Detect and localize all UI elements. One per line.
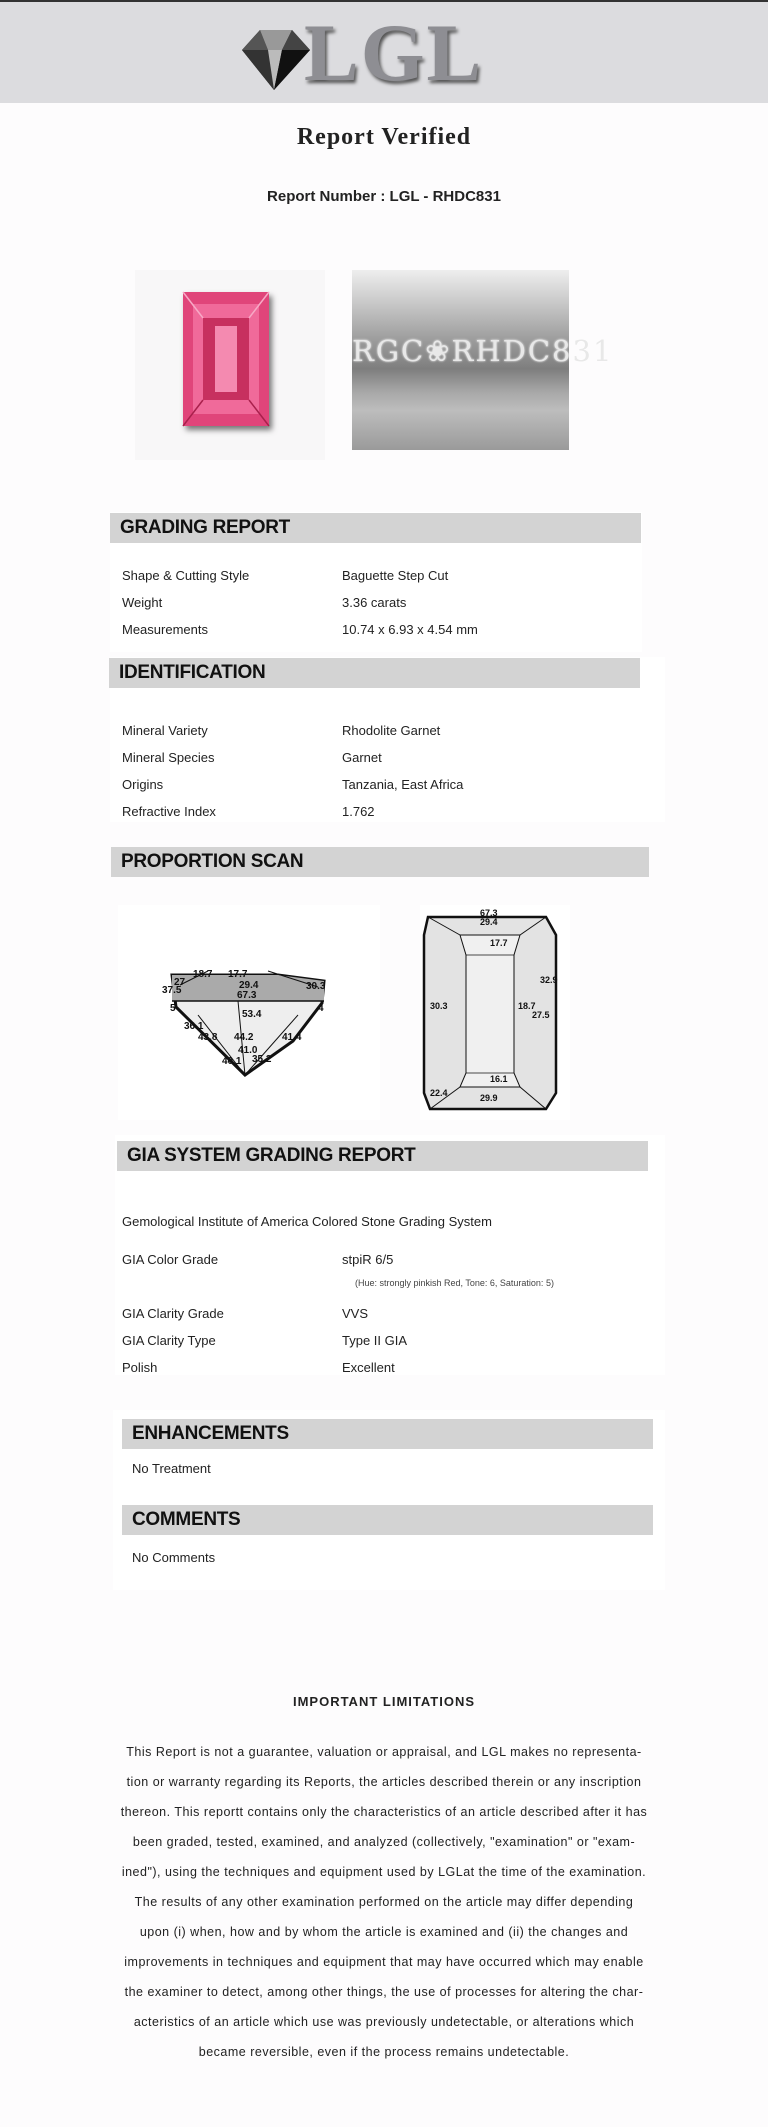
- logo-text: LGL: [304, 7, 484, 98]
- limitations-line: improvements in techniques and equipment that may have occurred which may enable: [124, 1955, 644, 1969]
- profile-label: 35.2: [252, 1054, 272, 1065]
- inscription-photo: [352, 270, 614, 450]
- inscription-text: RGC❀RHDC831: [352, 334, 614, 368]
- enhancements-heading: ENHANCEMENTS: [122, 1419, 653, 1449]
- top-view-label: 17.7: [490, 938, 508, 948]
- gia-color-note: (Hue: strongly pinkish Red, Tone: 6, Saturation: 5): [355, 1278, 554, 1288]
- grading-label: Measurements: [122, 622, 208, 637]
- grading-label: Shape & Cutting Style: [122, 568, 250, 583]
- limitations-line: been graded, tested, examined, and analyzed (collectively, "examination" or "exam-: [132, 1835, 636, 1849]
- top-view-label: 29.9: [480, 1093, 498, 1103]
- proportion-heading: PROPORTION SCAN: [111, 847, 649, 877]
- identification-value: Garnet: [342, 750, 382, 765]
- page-title: Report Verified: [296, 124, 472, 150]
- grading-label: Weight: [122, 595, 163, 610]
- profile-label: 29.4: [239, 980, 259, 991]
- top-view-diagram: [420, 905, 570, 1120]
- profile-label: 4: [318, 1003, 324, 1014]
- enhancements-text: No Treatment: [132, 1461, 211, 1476]
- gia-label: Polish: [122, 1360, 158, 1375]
- profile-label: 40.1: [222, 1056, 242, 1067]
- top-view-label: 27.5: [532, 1010, 550, 1020]
- profile-label: 67.3: [237, 990, 257, 1001]
- limitations-line: became reversible, even if the process remains undetectable.: [198, 2045, 570, 2059]
- lgl-logo[interactable]: [234, 7, 494, 98]
- limitations-line: upon (i) when, how and by whom the article is examined and (ii) the changes and: [139, 1925, 629, 1939]
- identification-value: Tanzania, East Africa: [342, 777, 464, 792]
- identification-label: Mineral Variety: [122, 723, 208, 738]
- profile-label: 41.0: [238, 1045, 258, 1056]
- gia-color-value: stpiR 6/5: [342, 1252, 394, 1267]
- gia-label: GIA Clarity Grade: [122, 1306, 224, 1321]
- limitations-heading: IMPORTANT LIMITATIONS: [292, 1694, 476, 1709]
- identification-value: 1.762: [342, 804, 375, 819]
- comments-heading: COMMENTS: [122, 1505, 653, 1535]
- limitations-line: thereon. This reportt contains only the characteristics of an article described after it has: [120, 1805, 648, 1819]
- limitations-line: ined"), using the techniques and equipment used by LGLat the time of the examination.: [121, 1865, 647, 1879]
- gia-value: Excellent: [342, 1360, 395, 1375]
- top-view-label: 29.4: [480, 917, 498, 927]
- profile-diagram: [118, 905, 380, 1120]
- identification-label: Origins: [122, 777, 164, 792]
- profile-label: 43.8: [198, 1032, 218, 1043]
- identification-label: Mineral Species: [122, 750, 215, 765]
- profile-label: 27: [174, 977, 186, 988]
- identification-value: Rhodolite Garnet: [342, 723, 441, 738]
- report-number: Report Number : LGL - RHDC831: [267, 188, 501, 205]
- identification-label: Refractive Index: [122, 804, 216, 819]
- top-view-label: 22.4: [430, 1088, 448, 1098]
- grading-heading: GRADING REPORT: [110, 513, 641, 543]
- limitations-line: acteristics of an article which use was previously undetectable, or alterations which: [133, 2015, 635, 2029]
- comments-text: No Comments: [132, 1550, 216, 1565]
- top-view-label: 16.1: [490, 1074, 508, 1084]
- gia-label: GIA Clarity Type: [122, 1333, 216, 1348]
- limitations-line: This Report is not a guarantee, valuation or appraisal, and LGL makes no representa-: [126, 1745, 642, 1759]
- profile-label: 41.4: [282, 1032, 302, 1043]
- profile-label: 44.2: [234, 1032, 254, 1043]
- header: [0, 2, 768, 103]
- profile-label: 17.7: [228, 969, 248, 980]
- grading-value: Baguette Step Cut: [342, 568, 449, 583]
- gia-value: Type II GIA: [342, 1333, 408, 1348]
- profile-label: 30.3: [306, 981, 326, 992]
- gia-heading: GIA SYSTEM GRADING REPORT: [117, 1141, 648, 1171]
- top-view-label: 18.7: [518, 1001, 536, 1011]
- gia-value: VVS: [342, 1306, 369, 1321]
- grading-value: 3.36 carats: [342, 595, 407, 610]
- limitations-line: the examiner to detect, among other things, the use of processes for altering the char-: [124, 1985, 644, 1999]
- profile-label: 36.1: [184, 1021, 204, 1032]
- identification-heading: IDENTIFICATION: [109, 658, 640, 688]
- gia-subtitle: Gemological Institute of America Colored Stone Grading System: [122, 1214, 492, 1229]
- top-view-label: 30.3: [430, 1001, 448, 1011]
- profile-label: 5: [170, 1003, 176, 1014]
- diamond-icon: [234, 24, 314, 94]
- profile-label: 18.7: [193, 969, 213, 980]
- top-view-label: 32.9: [540, 975, 558, 985]
- profile-label: 37.5: [162, 985, 182, 996]
- profile-label: 53.4: [242, 1009, 262, 1020]
- limitations-line: The results of any other examination performed on the article may differ depending: [134, 1895, 634, 1909]
- limitations-text: [118, 1737, 650, 2067]
- grading-value: 10.74 x 6.93 x 4.54 mm: [342, 622, 478, 637]
- top-view-label: 67.3: [480, 908, 498, 918]
- limitations-line: tion or warranty regarding its Reports, the articles described therein or any inscription: [126, 1775, 642, 1789]
- gem-photo: [135, 270, 325, 460]
- gia-color-label: GIA Color Grade: [122, 1252, 219, 1267]
